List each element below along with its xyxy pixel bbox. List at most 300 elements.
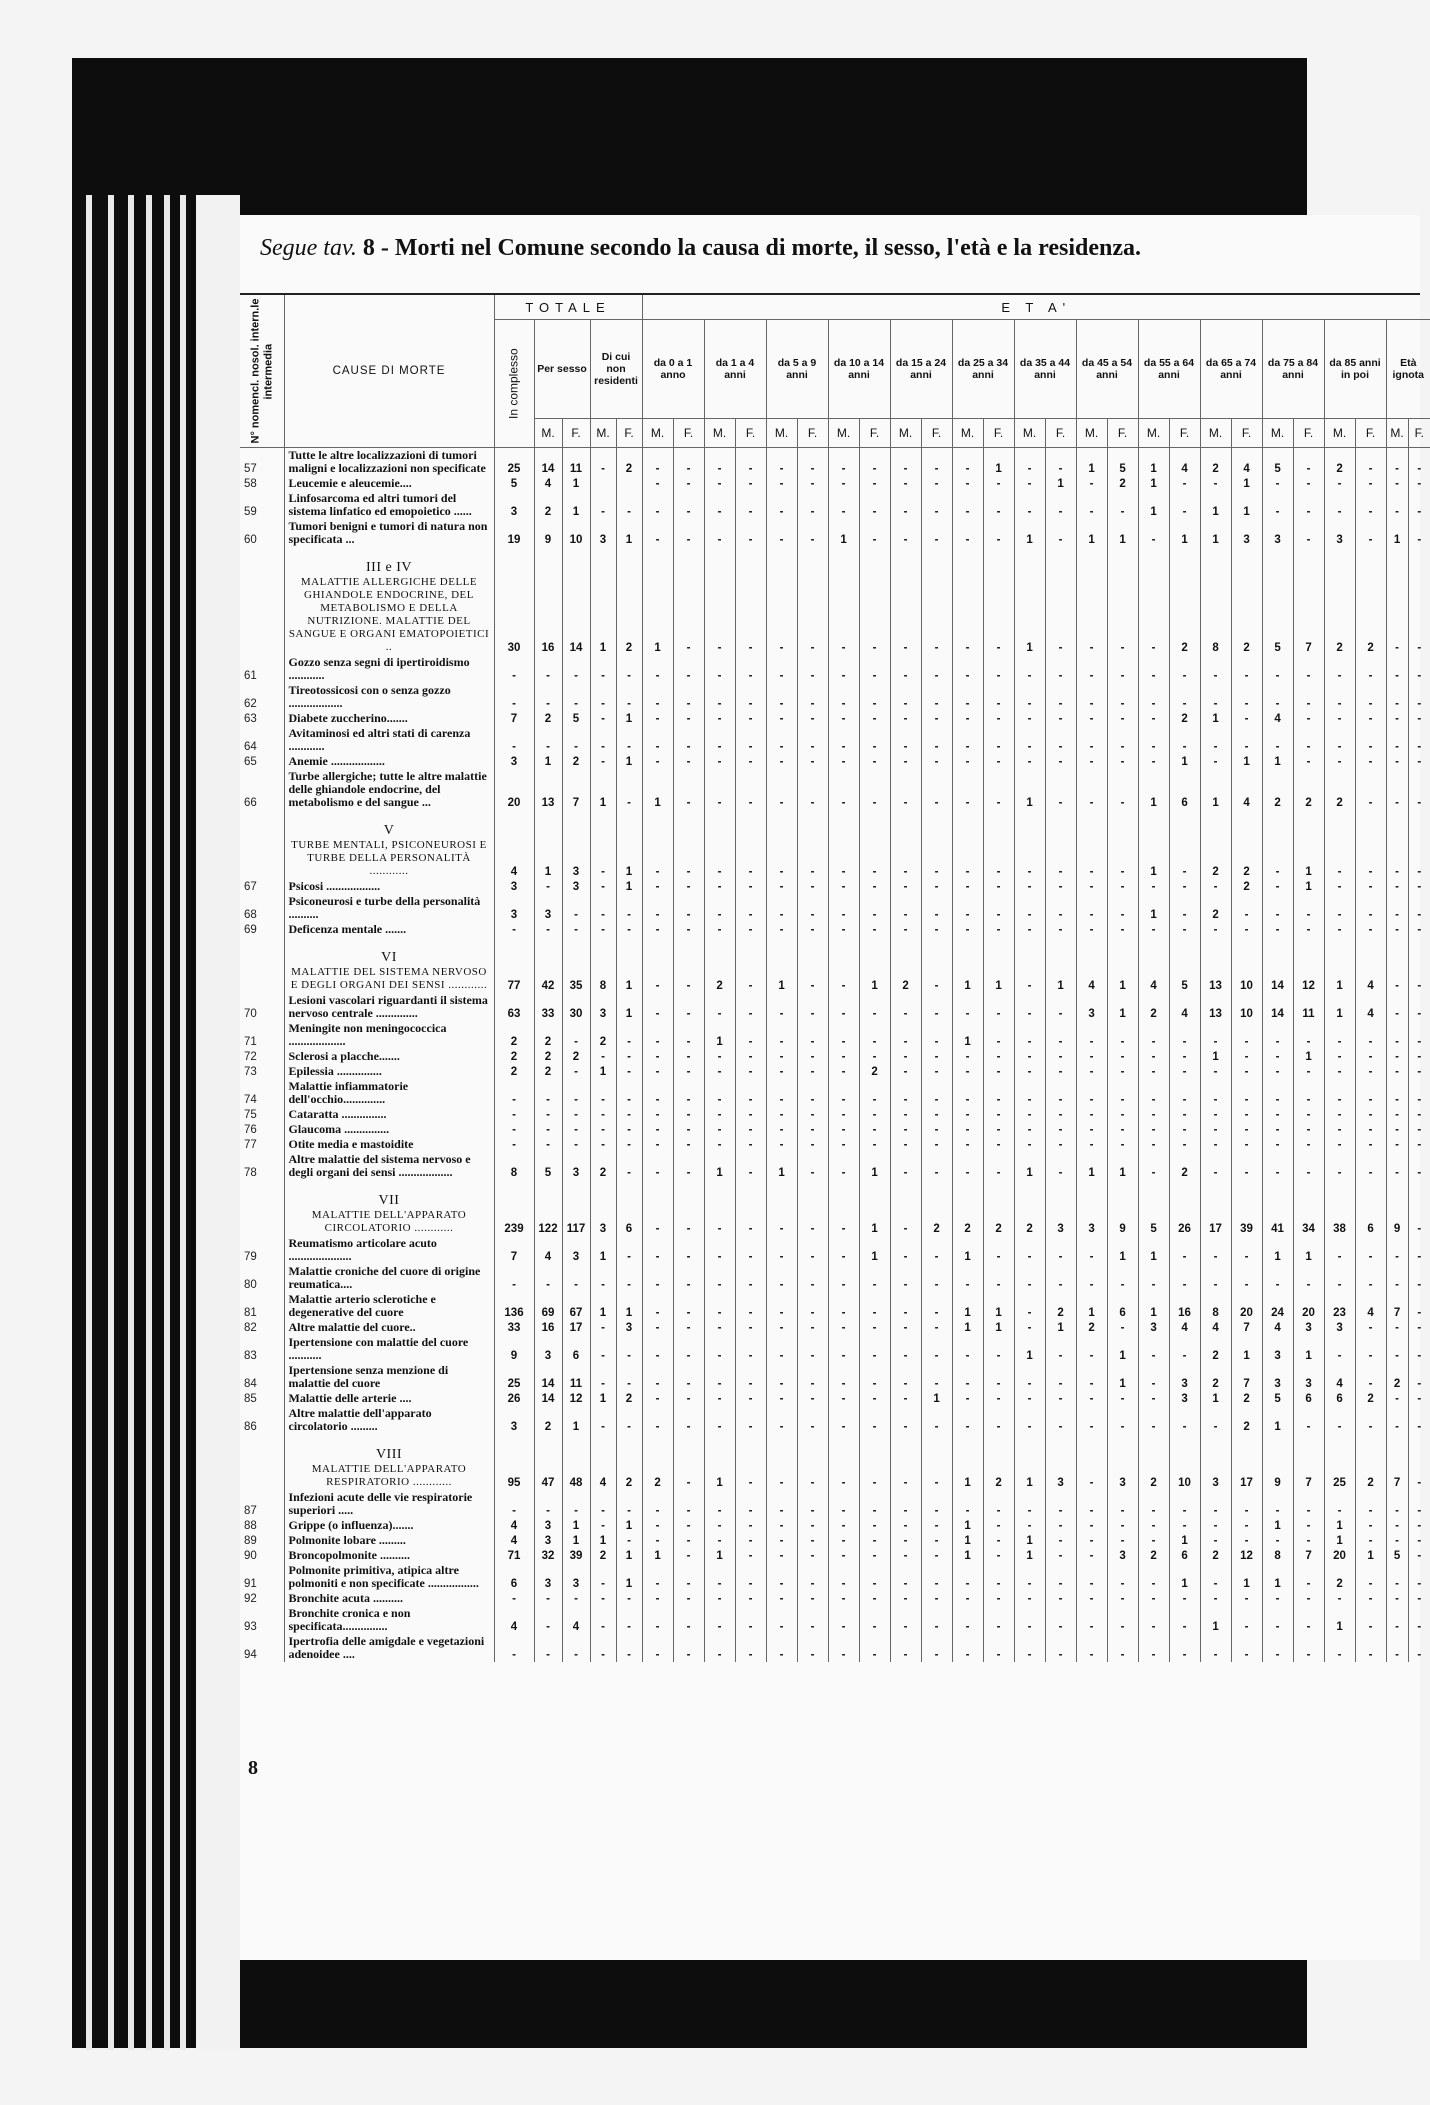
cell-value: - <box>797 1434 828 1490</box>
cell-value: - <box>828 1079 859 1107</box>
cell-value: - <box>1408 448 1430 477</box>
cell-value: 1 <box>616 754 642 769</box>
cell-value: - <box>890 491 921 519</box>
cell-value: - <box>859 1079 890 1107</box>
cell-value: - <box>828 1518 859 1533</box>
cell-value: - <box>766 683 797 711</box>
cell-value: - <box>921 491 952 519</box>
cell-value: - <box>642 711 673 726</box>
cell-value: - <box>1045 1391 1076 1406</box>
cell-value: - <box>1200 922 1231 937</box>
cell-value: - <box>1200 655 1231 683</box>
cell-value: - <box>704 1064 735 1079</box>
cell-value: - <box>616 655 642 683</box>
cell-value: - <box>828 683 859 711</box>
cell-value: - <box>1293 1563 1324 1591</box>
cell-value: 1 <box>1262 1518 1293 1533</box>
cell-value: - <box>1408 1107 1430 1122</box>
cell-value: 2 <box>1076 1320 1107 1335</box>
cell-value: - <box>1107 1079 1138 1107</box>
cell-value: 2 <box>1138 993 1169 1021</box>
cell-value: 7 <box>1293 1434 1324 1490</box>
cell-value: - <box>642 655 673 683</box>
cell-value: - <box>735 491 766 519</box>
cell-value: - <box>1169 1049 1200 1064</box>
cell-value: - <box>704 1634 735 1662</box>
cell-value: - <box>859 1335 890 1363</box>
cell-value: 2 <box>1138 1548 1169 1563</box>
cell-value: 2 <box>494 1049 534 1064</box>
cell-value: - <box>1138 1079 1169 1107</box>
cell-value: 14 <box>562 547 590 655</box>
cell-value: - <box>735 547 766 655</box>
cell-value: 3 <box>1262 1363 1293 1391</box>
section-title: MALATTIE DELL'APPARATO CIRCOLATORIO ............ <box>311 1209 467 1234</box>
cell-value: - <box>1169 1021 1200 1049</box>
cell-value: - <box>1014 711 1045 726</box>
cell-value: 3 <box>1076 993 1107 1021</box>
cell-value: - <box>1262 879 1293 894</box>
cell-value: 2 <box>642 1434 673 1490</box>
cell-value: - <box>1138 711 1169 726</box>
cell-value: - <box>1076 754 1107 769</box>
cell-value: - <box>766 1064 797 1079</box>
cell-value: 1 <box>642 547 673 655</box>
cell-value: - <box>1408 1180 1430 1236</box>
title-text: - Morti nel Comune secondo la causa di morte, il sesso, l'età e la residenza. <box>380 235 1141 261</box>
cell-value: - <box>616 1152 642 1180</box>
cell-value: - <box>797 810 828 879</box>
cell-value: - <box>1045 1606 1076 1634</box>
cell-value: 4 <box>1169 1320 1200 1335</box>
cell-value: 3 <box>494 1406 534 1434</box>
cell-value: - <box>1231 1079 1262 1107</box>
cell-value: 1 <box>642 769 673 810</box>
cell-value: - <box>921 1236 952 1264</box>
cell-value: - <box>859 810 890 879</box>
cell-value: - <box>766 547 797 655</box>
cell-value: - <box>1045 1548 1076 1563</box>
cell-value: - <box>562 1490 590 1518</box>
cell-value: 3 <box>1293 1320 1324 1335</box>
cell-value: - <box>1076 1021 1107 1049</box>
cell-value: - <box>1355 810 1386 879</box>
cell-value: - <box>859 1490 890 1518</box>
cell-value: 10 <box>1231 937 1262 993</box>
cell-value: - <box>1200 683 1231 711</box>
cell-value: - <box>921 448 952 477</box>
cell-value: - <box>616 894 642 922</box>
cell-value: - <box>797 1591 828 1606</box>
cell-value: - <box>1169 1107 1200 1122</box>
cell-value: - <box>1293 1064 1324 1079</box>
cell-value: 13 <box>534 769 562 810</box>
cell-value: - <box>1076 1634 1107 1662</box>
cell-value: - <box>1045 1236 1076 1264</box>
cell-value: - <box>1076 1490 1107 1518</box>
cell-value: - <box>1169 1606 1200 1634</box>
cell-value: - <box>828 655 859 683</box>
cell-value: 2 <box>616 1434 642 1490</box>
cell-value: - <box>1408 1079 1430 1107</box>
cell-value: - <box>1045 879 1076 894</box>
cell-value: - <box>828 1391 859 1406</box>
cell-value: 8 <box>590 937 616 993</box>
cell-value: - <box>673 683 704 711</box>
cell-value: 63 <box>494 993 534 1021</box>
cell-value: - <box>735 1363 766 1391</box>
cell-value: - <box>766 519 797 547</box>
table-title <box>260 235 1141 262</box>
cell-value: - <box>562 1107 590 1122</box>
cell-value: 4 <box>1076 937 1107 993</box>
cell-value: 71 <box>494 1548 534 1563</box>
cell-value: - <box>1107 1591 1138 1606</box>
cell-value: 4 <box>1355 993 1386 1021</box>
cell-value: 4 <box>1262 711 1293 726</box>
cell-value: - <box>735 726 766 754</box>
cell-value: - <box>797 1518 828 1533</box>
cell-value: - <box>1293 1634 1324 1662</box>
cell-value: - <box>952 1406 983 1434</box>
row-code: 74 <box>244 1094 257 1106</box>
cell-value: - <box>828 937 859 993</box>
cell-value: - <box>859 879 890 894</box>
cell-value: - <box>952 1490 983 1518</box>
cell-value: 1 <box>1324 993 1355 1021</box>
cell-value: - <box>797 1490 828 1518</box>
table-row <box>240 1021 1430 1049</box>
cell-value: 1 <box>1262 1236 1293 1264</box>
cell-value: - <box>1386 1064 1408 1079</box>
cell-value: - <box>1386 1049 1408 1064</box>
cell-value: - <box>1262 476 1293 491</box>
row-code <box>240 810 284 879</box>
cell-value: - <box>704 1518 735 1533</box>
cell-value: - <box>642 1363 673 1391</box>
cell-value: 1 <box>1293 1236 1324 1264</box>
cell-value: 4 <box>1324 1363 1355 1391</box>
cell-value: - <box>890 1518 921 1533</box>
cell-value: 1 <box>1045 937 1076 993</box>
cell-value: - <box>828 769 859 810</box>
cell-value: - <box>1293 726 1324 754</box>
cell-value: - <box>1138 683 1169 711</box>
cell-value: - <box>1324 655 1355 683</box>
cell-value: - <box>1107 1021 1138 1049</box>
cell-value: - <box>1355 1634 1386 1662</box>
cell-value: - <box>1386 1518 1408 1533</box>
col-header-eta: E T A' <box>642 295 1430 320</box>
cell-value: - <box>952 655 983 683</box>
table-row <box>240 476 1430 491</box>
cell-value: - <box>766 1122 797 1137</box>
cell-value: - <box>766 1391 797 1406</box>
cell-value: - <box>1324 1152 1355 1180</box>
cell-value: 16 <box>534 1320 562 1335</box>
cell-value: 20 <box>1293 1292 1324 1320</box>
cell-value: 3 <box>562 1563 590 1591</box>
cell-value: 42 <box>534 937 562 993</box>
cell-value: - <box>1107 1606 1138 1634</box>
cell-value: - <box>704 1107 735 1122</box>
cell-value: 4 <box>562 1606 590 1634</box>
cell-value: - <box>494 1591 534 1606</box>
col-header-age-2: da 5 a 9 anni <box>766 320 828 419</box>
cell-value: - <box>983 922 1014 937</box>
cell-value: - <box>1076 683 1107 711</box>
row-cause: Meningite non meningococcica ................... <box>284 1021 494 1049</box>
cell-value: 39 <box>1231 1180 1262 1236</box>
cell-value: 2 <box>1355 1434 1386 1490</box>
cell-value: 2 <box>859 1064 890 1079</box>
row-code: 57 <box>244 463 257 475</box>
cell-value: 6 <box>1324 1391 1355 1406</box>
cell-value: - <box>1355 1363 1386 1391</box>
cell-value: - <box>1231 726 1262 754</box>
cell-value: 4 <box>1200 1320 1231 1335</box>
cell-value: - <box>642 491 673 519</box>
cell-value: 33 <box>494 1320 534 1335</box>
cell-value: - <box>642 1320 673 1335</box>
row-cause: Bronchite acuta .......... <box>284 1591 494 1606</box>
row-code: 80 <box>244 1279 257 1291</box>
cell-value: - <box>735 519 766 547</box>
cell-value: - <box>921 1363 952 1391</box>
cell-value: 7 <box>1386 1434 1408 1490</box>
cell-value: - <box>828 1606 859 1634</box>
cell-value: - <box>1200 879 1231 894</box>
cell-value: - <box>1355 754 1386 769</box>
cell-value: - <box>1262 1021 1293 1049</box>
cell-value: - <box>766 1533 797 1548</box>
cell-value: - <box>534 655 562 683</box>
cell-value: - <box>590 1363 616 1391</box>
cell-value: - <box>921 1064 952 1079</box>
row-cause: Broncopolmonite .......... <box>284 1548 494 1563</box>
cell-value: - <box>1200 1406 1231 1434</box>
cell-value: - <box>1293 1079 1324 1107</box>
cell-value: - <box>735 769 766 810</box>
cell-value: - <box>1169 879 1200 894</box>
cell-value: 6 <box>1107 1292 1138 1320</box>
cell-value: 1 <box>704 1021 735 1049</box>
row-cause: Infezioni acute delle vie respiratorie superiori ..... <box>284 1490 494 1518</box>
cell-value: 7 <box>1293 547 1324 655</box>
cell-value: - <box>797 1606 828 1634</box>
cell-value: 33 <box>534 993 562 1021</box>
cell-value: 1 <box>921 1391 952 1406</box>
row-code: 64 <box>244 741 257 753</box>
cell-value: 1 <box>562 1406 590 1434</box>
cell-value: - <box>952 1606 983 1634</box>
cell-value: 12 <box>1231 1548 1262 1563</box>
cell-value: - <box>766 1490 797 1518</box>
cell-value: 3 <box>1324 519 1355 547</box>
cell-value: - <box>921 922 952 937</box>
cell-value: 3 <box>590 993 616 1021</box>
cell-value: - <box>534 1122 562 1137</box>
cell-value: - <box>590 1049 616 1064</box>
cell-value: 1 <box>704 1152 735 1180</box>
cell-value: - <box>828 1548 859 1563</box>
cell-value: - <box>890 1180 921 1236</box>
col-header-f-11: F. <box>1231 419 1262 448</box>
cell-value: 95 <box>494 1434 534 1490</box>
cell-value: - <box>1262 1533 1293 1548</box>
cell-value: - <box>921 754 952 769</box>
cell-value: - <box>1138 1606 1169 1634</box>
cell-value: - <box>673 1533 704 1548</box>
cell-value: 1 <box>562 476 590 491</box>
cell-value: - <box>797 1363 828 1391</box>
table-row <box>240 1533 1430 1548</box>
cell-value: - <box>1355 1021 1386 1049</box>
cell-value: - <box>797 993 828 1021</box>
cell-value: - <box>735 1107 766 1122</box>
cell-value: - <box>1386 476 1408 491</box>
cell-value: - <box>1355 879 1386 894</box>
cell-value: - <box>983 1490 1014 1518</box>
col-header-m-8: M. <box>1014 419 1045 448</box>
cell-value: - <box>1386 655 1408 683</box>
cell-value: - <box>1045 547 1076 655</box>
cell-value: - <box>1408 1563 1430 1591</box>
table-row <box>240 754 1430 769</box>
cell-value: - <box>673 1518 704 1533</box>
cell-value: 11 <box>562 1363 590 1391</box>
cell-value: - <box>797 1406 828 1434</box>
cell-value: - <box>983 1548 1014 1563</box>
cell-value: - <box>534 1490 562 1518</box>
cell-value: - <box>890 1634 921 1662</box>
cell-value: - <box>1324 1264 1355 1292</box>
cell-value: - <box>1014 1406 1045 1434</box>
section-numeral: VIII <box>375 1447 403 1462</box>
cell-value: - <box>642 1563 673 1591</box>
cell-value: - <box>1200 1107 1231 1122</box>
cell-value: - <box>1045 1049 1076 1064</box>
cell-value: - <box>921 1021 952 1049</box>
cell-value: 1 <box>952 1292 983 1320</box>
cell-value: - <box>704 1264 735 1292</box>
col-header-f-4: F. <box>797 419 828 448</box>
cell-value: 2 <box>1231 547 1262 655</box>
cell-value: - <box>704 1406 735 1434</box>
cell-value: - <box>1200 1490 1231 1518</box>
cell-value: - <box>828 1107 859 1122</box>
cell-value: - <box>952 1363 983 1391</box>
cell-value: - <box>562 894 590 922</box>
col-header-age-6: da 35 a 44 anni <box>1014 320 1076 419</box>
cell-value: - <box>983 894 1014 922</box>
cell-value: - <box>1231 1591 1262 1606</box>
cell-value: - <box>1293 754 1324 769</box>
cell-value: - <box>1169 1634 1200 1662</box>
cell-value: 24 <box>1262 1292 1293 1320</box>
cell-value: - <box>1014 1064 1045 1079</box>
table-row <box>240 1320 1430 1335</box>
cell-value: 3 <box>1076 1180 1107 1236</box>
cell-value: 1 <box>1045 1320 1076 1335</box>
cell-value: 1 <box>983 1292 1014 1320</box>
cell-value: 10 <box>562 519 590 547</box>
cell-value: - <box>616 922 642 937</box>
cell-value: - <box>673 1292 704 1320</box>
col-header-f-2: F. <box>673 419 704 448</box>
row-code: 92 <box>244 1593 257 1605</box>
cell-value: 1 <box>952 1533 983 1548</box>
cell-value: - <box>766 1049 797 1064</box>
cell-value: - <box>797 1152 828 1180</box>
table-row <box>240 726 1430 754</box>
cell-value: - <box>590 655 616 683</box>
cell-value: - <box>735 1122 766 1137</box>
cell-value: 1 <box>1200 519 1231 547</box>
cell-value: - <box>1169 1079 1200 1107</box>
table-row <box>240 922 1430 937</box>
table-row <box>240 1137 1430 1152</box>
cell-value: - <box>735 1064 766 1079</box>
cell-value: 1 <box>983 448 1014 477</box>
col-header-per-sesso: Per sesso <box>534 320 590 419</box>
cell-value: - <box>1014 476 1045 491</box>
cell-value: - <box>1355 1264 1386 1292</box>
cell-value: - <box>1138 1391 1169 1406</box>
cell-value: 1 <box>952 1518 983 1533</box>
cell-value: - <box>797 1563 828 1591</box>
cell-value: - <box>616 769 642 810</box>
cell-value: - <box>1408 683 1430 711</box>
cell-value: 3 <box>1107 1548 1138 1563</box>
cell-value: 1 <box>1293 1335 1324 1363</box>
cell-value: - <box>983 879 1014 894</box>
cell-value: - <box>1107 655 1138 683</box>
cell-value: - <box>859 1107 890 1122</box>
cell-value: - <box>1169 1591 1200 1606</box>
cell-value: - <box>673 1107 704 1122</box>
cell-value: - <box>735 1079 766 1107</box>
cell-value: - <box>1200 1122 1231 1137</box>
row-code: 75 <box>244 1109 257 1121</box>
cell-value: - <box>642 993 673 1021</box>
cell-value: - <box>1107 1049 1138 1064</box>
cell-value: 6 <box>1169 769 1200 810</box>
cell-value: - <box>1045 810 1076 879</box>
cell-value: - <box>1355 683 1386 711</box>
cell-value: - <box>1262 1079 1293 1107</box>
cell-value: - <box>1408 476 1430 491</box>
cell-value: - <box>1386 937 1408 993</box>
cell-value: 1 <box>952 1236 983 1264</box>
cell-value: - <box>1355 1533 1386 1548</box>
row-cause <box>284 547 494 655</box>
cell-value: - <box>1169 491 1200 519</box>
cell-value: - <box>859 683 890 711</box>
table-row <box>240 1335 1430 1363</box>
cell-value: - <box>1293 1122 1324 1137</box>
cell-value: - <box>1045 922 1076 937</box>
cell-value: - <box>704 683 735 711</box>
cell-value: 2 <box>534 1064 562 1079</box>
cell-value: - <box>983 655 1014 683</box>
cell-value: - <box>1386 1264 1408 1292</box>
cell-value: 1 <box>1014 769 1045 810</box>
cell-value: - <box>735 1049 766 1064</box>
cell-value: - <box>1386 1320 1408 1335</box>
cell-value: 1 <box>1293 810 1324 879</box>
row-cause: Malattie delle arterie .... <box>284 1391 494 1406</box>
